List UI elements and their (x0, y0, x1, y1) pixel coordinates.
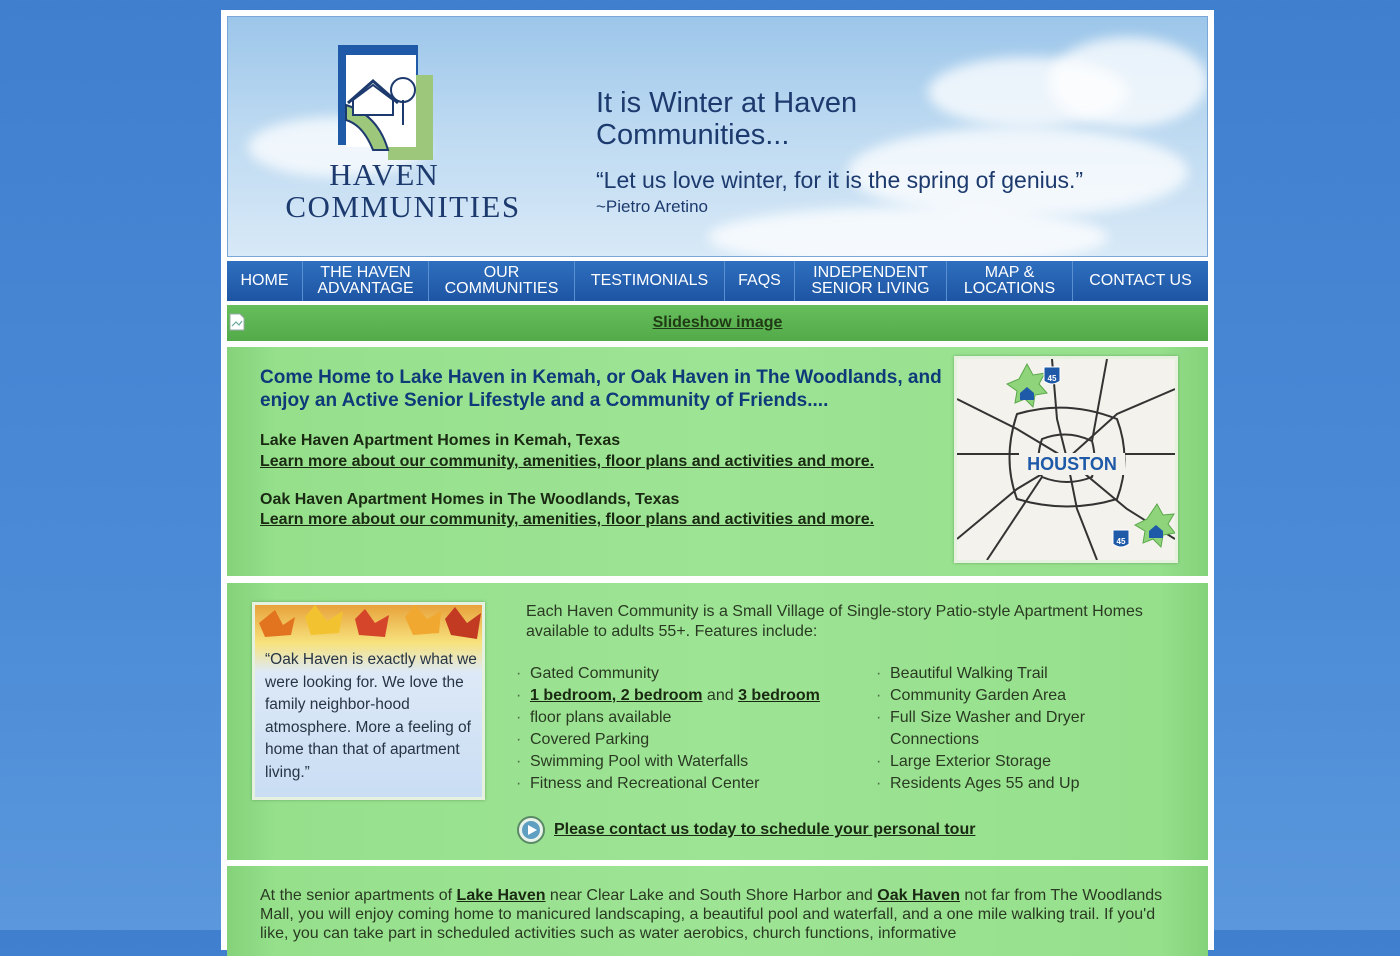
houston-map-graphic (957, 359, 1175, 560)
feature-item: · Full Size Washer and Dryer Connections (876, 707, 1116, 751)
feature-item (516, 685, 856, 707)
cloud (1048, 37, 1208, 127)
banner-tagline: It is Winter at Haven Communities... (596, 87, 858, 151)
nav-our-communities[interactable]: OUR COMMUNITIES (429, 261, 575, 301)
one-bedroom-link[interactable]: 1 bedroom (530, 687, 612, 704)
logo-wordmark-communities: COMMUNITIES (285, 189, 521, 224)
haven-house-logo-icon (338, 45, 433, 160)
description-text: near Clear Lake and South Shore Harbor and (545, 887, 878, 904)
nav-faqs[interactable]: FAQS (725, 261, 795, 301)
schedule-tour-link[interactable]: Please contact us today to schedule your personal tour (554, 821, 976, 838)
houston-map[interactable] (954, 356, 1178, 563)
feature-item-continuation (516, 707, 856, 729)
nav-the-haven-advantage[interactable]: THE HAVEN ADVANTAGE (303, 261, 429, 301)
feature-item: · Beautiful Walking Trail (876, 663, 1116, 685)
oak-haven-title: Oak Haven Apartment Homes in The Woodlands, Texas (260, 491, 680, 508)
page-frame (221, 10, 1214, 950)
link-separator: , (611, 687, 621, 704)
feature-item: · Covered Parking (516, 729, 856, 751)
description-paragraph (260, 886, 1180, 943)
intro-panel (227, 347, 1208, 576)
nav-independent-senior-living[interactable]: INDEPENDENT SENIOR LIVING (795, 261, 947, 301)
feature-item: · Gated Community (516, 663, 856, 685)
feature-item: · Residents Ages 55 and Up (876, 773, 1116, 795)
oak-haven-learn-more-link[interactable]: Learn more about our community, amenities, floor plans and activities and more. (260, 511, 875, 528)
play-arrow-icon[interactable] (516, 815, 546, 845)
three-bedroom-link[interactable]: 3 bedroom (738, 687, 820, 704)
description-text: not far from The Woodlands Mall, you will enjoy coming home to manicured landscaping, a beautiful pool and waterfall, and a one mile walking trail. If you'd like, you can take part in scheduled activities such as water aerobics, church functions, informative (260, 887, 1163, 942)
lake-haven-title: Lake Haven Apartment Homes in Kemah, Texas (260, 432, 621, 449)
features-list-left (516, 663, 856, 795)
two-bedroom-link[interactable]: 2 bedroom (620, 687, 703, 704)
broken-image-icon (229, 313, 245, 331)
link-separator: and (702, 687, 739, 704)
banner-quote-author: ~Pietro Aretino (596, 197, 708, 216)
features-intro: Each Haven Community is a Small Village of Single-story Patio-style Apartment Homes available to adults 55+. Features include: (526, 603, 1143, 640)
oak-haven-link[interactable]: Oak Haven (877, 887, 960, 904)
lake-haven-link[interactable]: Lake Haven (456, 887, 546, 904)
description-panel (227, 866, 1208, 956)
features-panel (227, 583, 1208, 860)
banner-quote: “Let us love winter, for it is the spring of genius.” (596, 167, 1084, 193)
feature-item: · Community Garden Area (876, 685, 1116, 707)
slideshow-image-link[interactable]: Slideshow image (652, 314, 783, 331)
map-city-label: HOUSTON (1027, 454, 1117, 474)
interstate-number: 45 (1047, 374, 1057, 383)
feature-item: · Large Exterior Storage (876, 751, 1116, 773)
feature-item: · Swimming Pool with Waterfalls (516, 751, 856, 773)
description-text: At the senior apartments of (260, 887, 457, 904)
intro-headline: Come Home to Lake Haven in Kemah, or Oak Haven in The Woodlands, and enjoy an Active Senior Lifestyle and a Community of Friends.... (260, 367, 942, 411)
main-nav (227, 261, 1208, 301)
nav-testimonials[interactable]: TESTIMONIALS (575, 261, 725, 301)
interstate-number: 45 (1116, 537, 1126, 546)
slideshow-bar (227, 305, 1208, 341)
nav-contact-us[interactable]: CONTACT US (1089, 272, 1192, 289)
feature-text: floor plans available (530, 709, 672, 726)
nav-home[interactable]: HOME (227, 261, 303, 301)
testimonial-quote: “Oak Haven is exactly what we were looking for. We love the family neighbor-hood atmosphere. More a feeling of home than that of apartment living.” (265, 651, 477, 781)
features-list-right (876, 663, 1116, 795)
lake-haven-learn-more-link[interactable]: Learn more about our community, amenities, floor plans and activities and more. (260, 453, 875, 470)
header-banner (227, 16, 1208, 257)
testimonial-card (252, 602, 485, 800)
feature-item: · Fitness and Recreational Center (516, 773, 856, 795)
logo-wordmark-haven: HAVEN (329, 157, 439, 192)
nav-map-locations[interactable]: MAP & LOCATIONS (947, 261, 1073, 301)
